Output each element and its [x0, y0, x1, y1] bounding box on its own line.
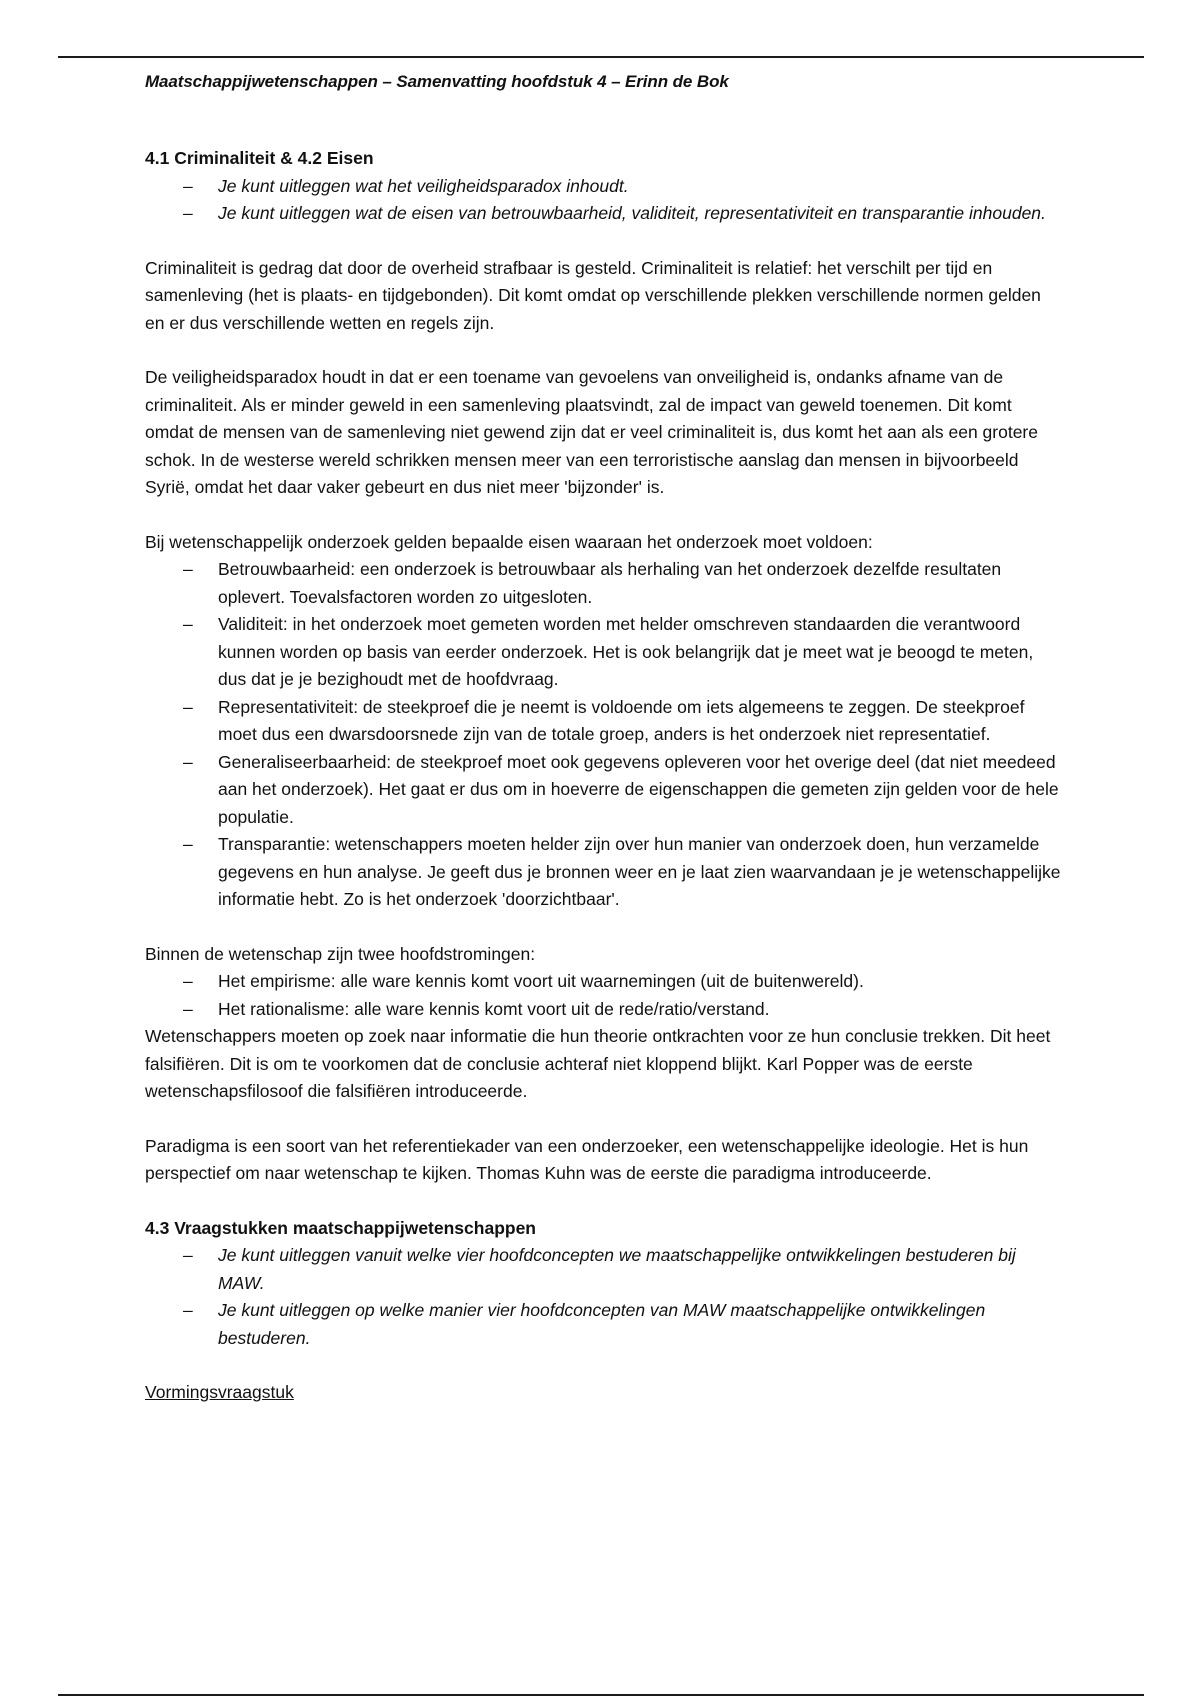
paragraph-veiligheidsparadox: De veiligheidsparadox houdt in dat er een toename van gevoelens van onveiligheid is, ondanks afname van de criminaliteit. Als er minder geweld in een samenleving plaatsvindt, zal de impact van geweld toenemen. Dit komt omdat de mensen van de samenleving niet gewend zijn dat er veel criminaliteit is, dus komt het aan als een grotere schok. In de westerse wereld schrikken mensen meer van een terroristische aanslag dan mensen in bijvoorbeeld Syrië, omdat het daar vaker gebeurt en dus niet meer 'bijzonder' is. — [145, 367, 1038, 497]
list-item: – Generaliseerbaarheid: de steekproef moet ook gegevens opleveren voor het overige deel (dat niet meedeed aan het onderzoek). Het gaat er dus om in hoeverre de eigenschappen die gemeten zijn gelden voor de hele populatie. — [218, 749, 1065, 832]
list-item: – Transparantie: wetenschappers moeten helder zijn over hun manier van onderzoek doen, hun verzamelde gegevens en hun analyse. Je geeft dus je bronnen weer en je laat zien waarvandaan je je wetenschappelijke informatie hebt. Zo is het onderzoek 'doorzichtbaar'. — [218, 831, 1065, 914]
learning-goals-list — [145, 173, 1065, 228]
list-item: – Het rationalisme: alle ware kennis komt voort uit de rede/ratio/verstand. — [218, 996, 1065, 1024]
list-item: – Betrouwbaarheid: een onderzoek is betrouwbaar als herhaling van het onderzoek dezelfde resultaten oplevert. Toevalsfactoren worden zo uitgesloten. — [218, 556, 1065, 611]
list-item: – Validiteit: in het onderzoek moet gemeten worden met helder omschreven standaarden die verantwoord kunnen worden op basis van eerder onderzoek. Het is ook belangrijk dat je meet wat je beoogd te meten, dus dat je je bezighoudt met de hoofdvraag. — [218, 611, 1065, 694]
paragraph-criminaliteit: Criminaliteit is gedrag dat door de overheid strafbaar is gesteld. Criminaliteit is relatief: het verschilt per tijd en samenleving (het is plaats- en tijdgebonden). Dit komt omdat op verschillende plekken verschillende normen gelden en er dus verschillende wetten en regels zijn. — [145, 257, 1041, 333]
list-item: – Representativiteit: de steekproef die je neemt is voldoende om iets algemeens te zeggen. De steekproef moet dus een dwarsdoorsnede zijn van de totale groep, anders is het onderzoek niet representatief. — [218, 694, 1065, 749]
header-rule — [58, 56, 1144, 58]
learning-goal: – Je kunt uitleggen vanuit welke vier hoofdconcepten we maatschappelijke ontwikkelingen bestuderen bij MAW. — [218, 1242, 1065, 1297]
learning-goal: – Je kunt uitleggen wat de eisen van betrouwbaarheid, validiteit, representativiteit en transparantie inhouden. — [218, 200, 1065, 228]
paragraph-eisen-intro: Bij wetenschappelijk onderzoek gelden bepaalde eisen waaraan het onderzoek moet voldoen: — [145, 531, 873, 552]
section-heading-4-1: 4.1 Criminaliteit & 4.2 Eisen — [145, 148, 374, 168]
paragraph-falsifieren: Wetenschappers moeten op zoek naar informatie die hun theorie ontkrachten voor ze hun conclusie trekken. Dit heet falsifiëren. Dit is om te voorkomen dat de conclusie achteraf niet kloppend blijkt. Karl Popper was de eerste wetenschapsfilosoof die falsifiëren introduceerde. — [145, 1026, 1051, 1101]
footer-rule — [58, 1694, 1144, 1696]
learning-goal: – Je kunt uitleggen wat het veiligheidsparadox inhoudt. — [218, 173, 1065, 201]
paragraph-stromingen-intro: Binnen de wetenschap zijn twee hoofdstromingen: — [145, 943, 536, 964]
list-item: – Het empirisme: alle ware kennis komt voort uit waarnemingen (uit de buitenwereld). — [218, 968, 1065, 996]
document-body — [145, 145, 1065, 1407]
page-header: Maatschappijwetenschappen – Samenvatting hoofdstuk 4 – Erinn de Bok — [145, 72, 729, 91]
paragraph-paradigma: Paradigma is een soort van het referentiekader van een onderzoeker, een wetenschappelijke ideologie. Het is hun perspectief om naar wetenschap te kijken. Thomas Kuhn was de eerste die paradigma introduceerde. — [145, 1135, 1029, 1183]
eisen-list — [145, 556, 1065, 914]
stromingen-list — [145, 968, 1065, 1023]
learning-goals-list — [145, 1242, 1065, 1352]
subheading-vormingsvraagstuk: Vormingsvraagstuk — [145, 1382, 294, 1402]
learning-goal: – Je kunt uitleggen op welke manier vier hoofdconcepten van MAW maatschappelijke ontwikkelingen bestuderen. — [218, 1297, 1065, 1352]
section-heading-4-3: 4.3 Vraagstukken maatschappijwetenschappen — [145, 1217, 536, 1238]
